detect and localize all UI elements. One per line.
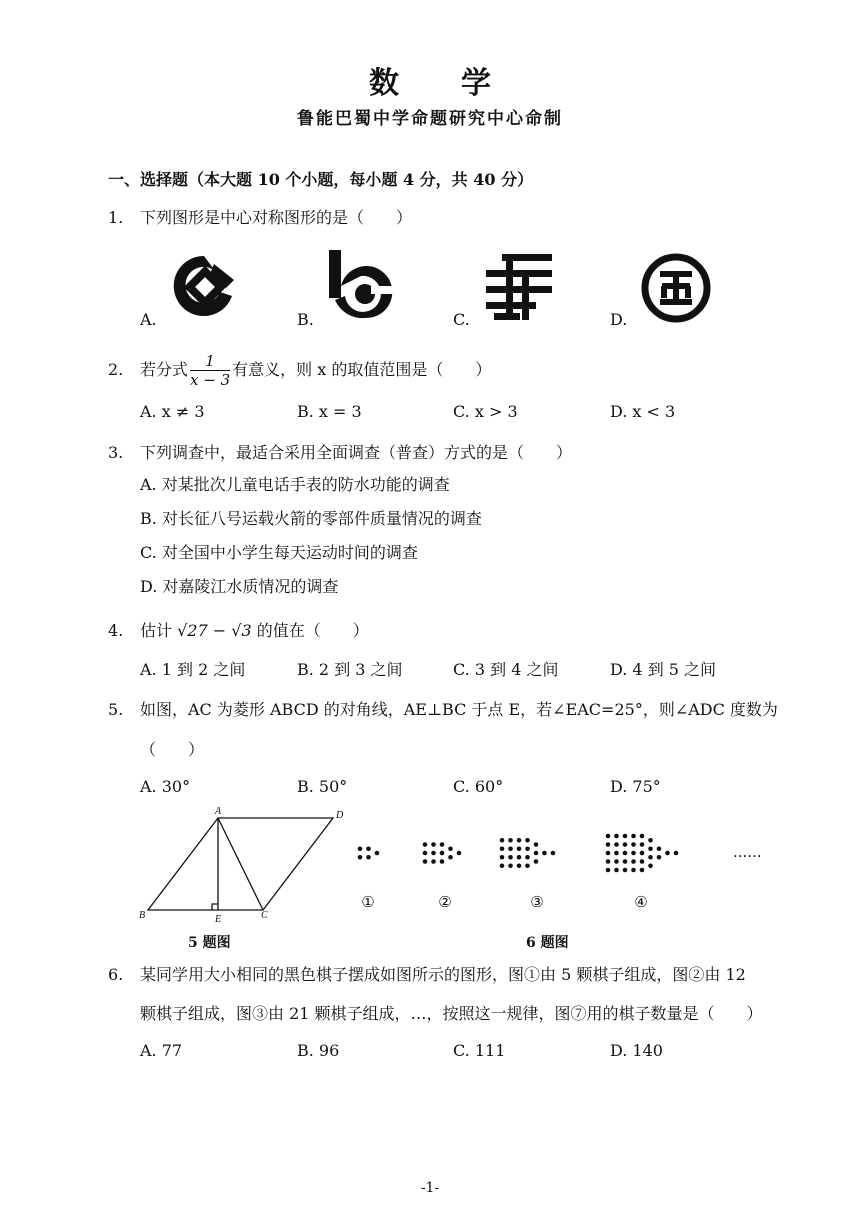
option-c: C. 111	[453, 1041, 506, 1060]
question-1	[108, 205, 412, 228]
point-a-label: A	[215, 806, 222, 817]
pattern-dot	[648, 838, 653, 843]
pattern-dot	[623, 868, 628, 873]
option-d: D. 75°	[610, 777, 661, 796]
option-c: C. 对全国中小学生每天运动时间的调查	[140, 543, 418, 562]
option-d-label: D.	[610, 310, 628, 329]
option-a: A. 1 到 2 之间	[140, 660, 246, 679]
pattern-dot	[551, 851, 556, 856]
question-text-before: 若分式	[140, 360, 189, 379]
pattern-dot	[431, 859, 436, 864]
bank-logo-icon	[168, 250, 240, 322]
page-subtitle: 鲁能巴蜀中学命题研究中心命制	[297, 109, 563, 129]
question-2	[108, 352, 491, 389]
option-c-label: C.	[453, 310, 470, 329]
option-c: C. 60°	[453, 777, 504, 796]
pattern-dot	[534, 842, 539, 847]
pattern-dot	[640, 842, 645, 847]
fraction-denominator: x − 3	[190, 371, 231, 389]
pattern-dot	[606, 842, 611, 847]
option-c: C. 3 到 4 之间	[453, 660, 559, 679]
pattern-ellipsis: ......	[733, 843, 762, 861]
pattern-dot	[542, 851, 547, 856]
question-number: 3.	[108, 443, 124, 462]
question-text: 下列图形是中心对称图形的是（ ）	[140, 208, 413, 227]
pattern-dot	[500, 863, 505, 868]
question-number: 1.	[108, 208, 124, 227]
pattern-dot	[457, 851, 462, 856]
pattern-dot	[440, 842, 445, 847]
option-b-label: B.	[297, 310, 314, 329]
point-d-label: D	[336, 810, 344, 821]
q4-options	[140, 657, 780, 681]
question-4	[108, 618, 369, 641]
question-text-after: 的值在（ ）	[256, 621, 369, 640]
pattern-dot	[440, 851, 445, 856]
math-expression: √27 − √3	[177, 621, 252, 640]
page-number: -1-	[420, 1180, 440, 1196]
point-e-label: E	[215, 914, 222, 925]
option-a-label: A.	[140, 310, 157, 329]
pattern-dot	[517, 863, 522, 868]
pattern-2-label: ②	[438, 893, 452, 911]
pattern-dot	[448, 846, 453, 851]
pattern-dot	[358, 855, 363, 860]
pattern-dot	[500, 846, 505, 851]
pattern-dot	[440, 859, 445, 864]
pattern-dot	[640, 868, 645, 873]
pattern-dot	[517, 855, 522, 860]
pattern-dot	[366, 855, 371, 860]
option-b: B. 50°	[297, 777, 348, 796]
pattern-dot	[623, 834, 628, 839]
pattern-dot	[534, 851, 539, 856]
pattern-dot	[525, 863, 530, 868]
answer-paren: （ ）	[140, 740, 205, 759]
option-a: A. 对某批次儿童电话手表的防水功能的调查	[140, 475, 450, 494]
fraction-numerator: 1	[190, 352, 230, 371]
circle-logo-icon	[640, 252, 712, 324]
question-6	[108, 962, 746, 985]
dot-pattern-figure	[350, 815, 780, 915]
pattern-dot	[423, 842, 428, 847]
pattern-dot	[375, 851, 380, 856]
pattern-dot	[606, 834, 611, 839]
pattern-4-label: ④	[634, 893, 648, 911]
pattern-dot	[500, 838, 505, 843]
b-logo-icon	[325, 246, 397, 326]
pattern-dot	[517, 838, 522, 843]
option-c: C. x > 3	[453, 402, 518, 421]
option-d: D. 4 到 5 之间	[610, 660, 717, 679]
pattern-dot	[508, 846, 513, 851]
pattern-dot	[614, 834, 619, 839]
pattern-dot	[366, 846, 371, 851]
pattern-dot	[431, 842, 436, 847]
option-d: D. 140	[610, 1041, 663, 1060]
fraction	[190, 352, 230, 389]
figure-6-caption: 6 题图	[526, 935, 569, 951]
question-number: 6.	[108, 965, 124, 984]
question-number: 5.	[108, 700, 124, 719]
pattern-dot	[423, 851, 428, 856]
question-text: 下列调查中，最适合采用全面调查（普查）方式的是（ ）	[140, 443, 573, 462]
rhombus-figure	[135, 806, 350, 926]
pattern-dot	[606, 859, 611, 864]
option-d: D. 对嘉陵江水质情况的调查	[140, 577, 339, 596]
pattern-dot	[657, 846, 662, 851]
option-a: A. 30°	[140, 777, 191, 796]
figure-5-caption: 5 题图	[188, 935, 231, 951]
pattern-dot	[358, 846, 363, 851]
pattern-dot	[508, 855, 513, 860]
page-title: 数学	[369, 66, 553, 101]
pattern-dot	[606, 868, 611, 873]
pattern-dot	[534, 859, 539, 864]
pattern-dot	[525, 855, 530, 860]
question-text-after: 有意义，则 x 的取值范围是（ ）	[232, 360, 492, 379]
option-a: A. x ≠ 3	[140, 402, 205, 421]
pattern-dot	[640, 851, 645, 856]
pattern-dot	[631, 868, 636, 873]
pattern-dot	[423, 859, 428, 864]
question-text-line-2: 颗棋子组成，图③由 21 颗棋子组成，…，按照这一规律，图⑦用的棋子数量是（ ）	[140, 1004, 763, 1023]
pattern-dot	[525, 846, 530, 851]
pattern-dot	[623, 851, 628, 856]
pattern-dot	[631, 842, 636, 847]
pattern-dot	[648, 846, 653, 851]
pattern-1-label: ①	[361, 893, 375, 911]
pattern-dot	[614, 859, 619, 864]
pattern-dot	[623, 859, 628, 864]
q2-options	[140, 402, 780, 426]
pattern-dot	[623, 842, 628, 847]
section-heading: 一、选择题（本大题 10 个小题，每小题 4 分，共 40 分）	[108, 170, 534, 189]
pattern-dot	[500, 855, 505, 860]
pattern-dot	[648, 855, 653, 860]
pattern-3-label: ③	[530, 893, 544, 911]
question-text-line-1: 某同学用大小相同的黑色棋子摆成如图所示的图形，图①由 5 颗棋子组成，图②由 12	[140, 965, 746, 984]
pattern-dot	[648, 863, 653, 868]
pattern-dot	[631, 859, 636, 864]
pattern-dot	[614, 842, 619, 847]
pattern-dot	[631, 851, 636, 856]
option-b: B. x = 3	[297, 402, 362, 421]
pattern-dot	[517, 846, 522, 851]
q5-options	[140, 777, 780, 801]
question-5	[108, 697, 778, 720]
question-3	[108, 440, 572, 463]
pattern-dot	[640, 834, 645, 839]
question-text: 如图，AC 为菱形 ABCD 的对角线，AE⊥BC 于点 E，若∠EAC=25°，则∠ADC 度数为	[140, 700, 778, 719]
option-d: D. x < 3	[610, 402, 676, 421]
pattern-dot	[525, 838, 530, 843]
option-b: B. 96	[297, 1041, 340, 1060]
question-text-before: 估计	[140, 621, 173, 640]
option-a: A. 77	[140, 1041, 183, 1060]
pattern-dot	[631, 834, 636, 839]
option-b: B. 2 到 3 之间	[297, 660, 403, 679]
point-b-label: B	[139, 910, 146, 921]
pattern-dot	[431, 851, 436, 856]
option-b: B. 对长征八号运载火箭的零部件质量情况的调查	[140, 509, 482, 528]
point-c-label: C	[261, 910, 268, 921]
pattern-dot	[448, 855, 453, 860]
q6-options	[140, 1041, 780, 1065]
pattern-dot	[665, 851, 670, 856]
pattern-dot	[674, 851, 679, 856]
pattern-dot	[614, 851, 619, 856]
post-logo-icon	[484, 252, 554, 322]
pattern-dot	[640, 859, 645, 864]
question-number: 2.	[108, 360, 124, 379]
question-number: 4.	[108, 621, 124, 640]
pattern-dot	[657, 855, 662, 860]
pattern-dot	[606, 851, 611, 856]
pattern-dot	[508, 838, 513, 843]
pattern-dot	[508, 863, 513, 868]
pattern-dot	[614, 868, 619, 873]
